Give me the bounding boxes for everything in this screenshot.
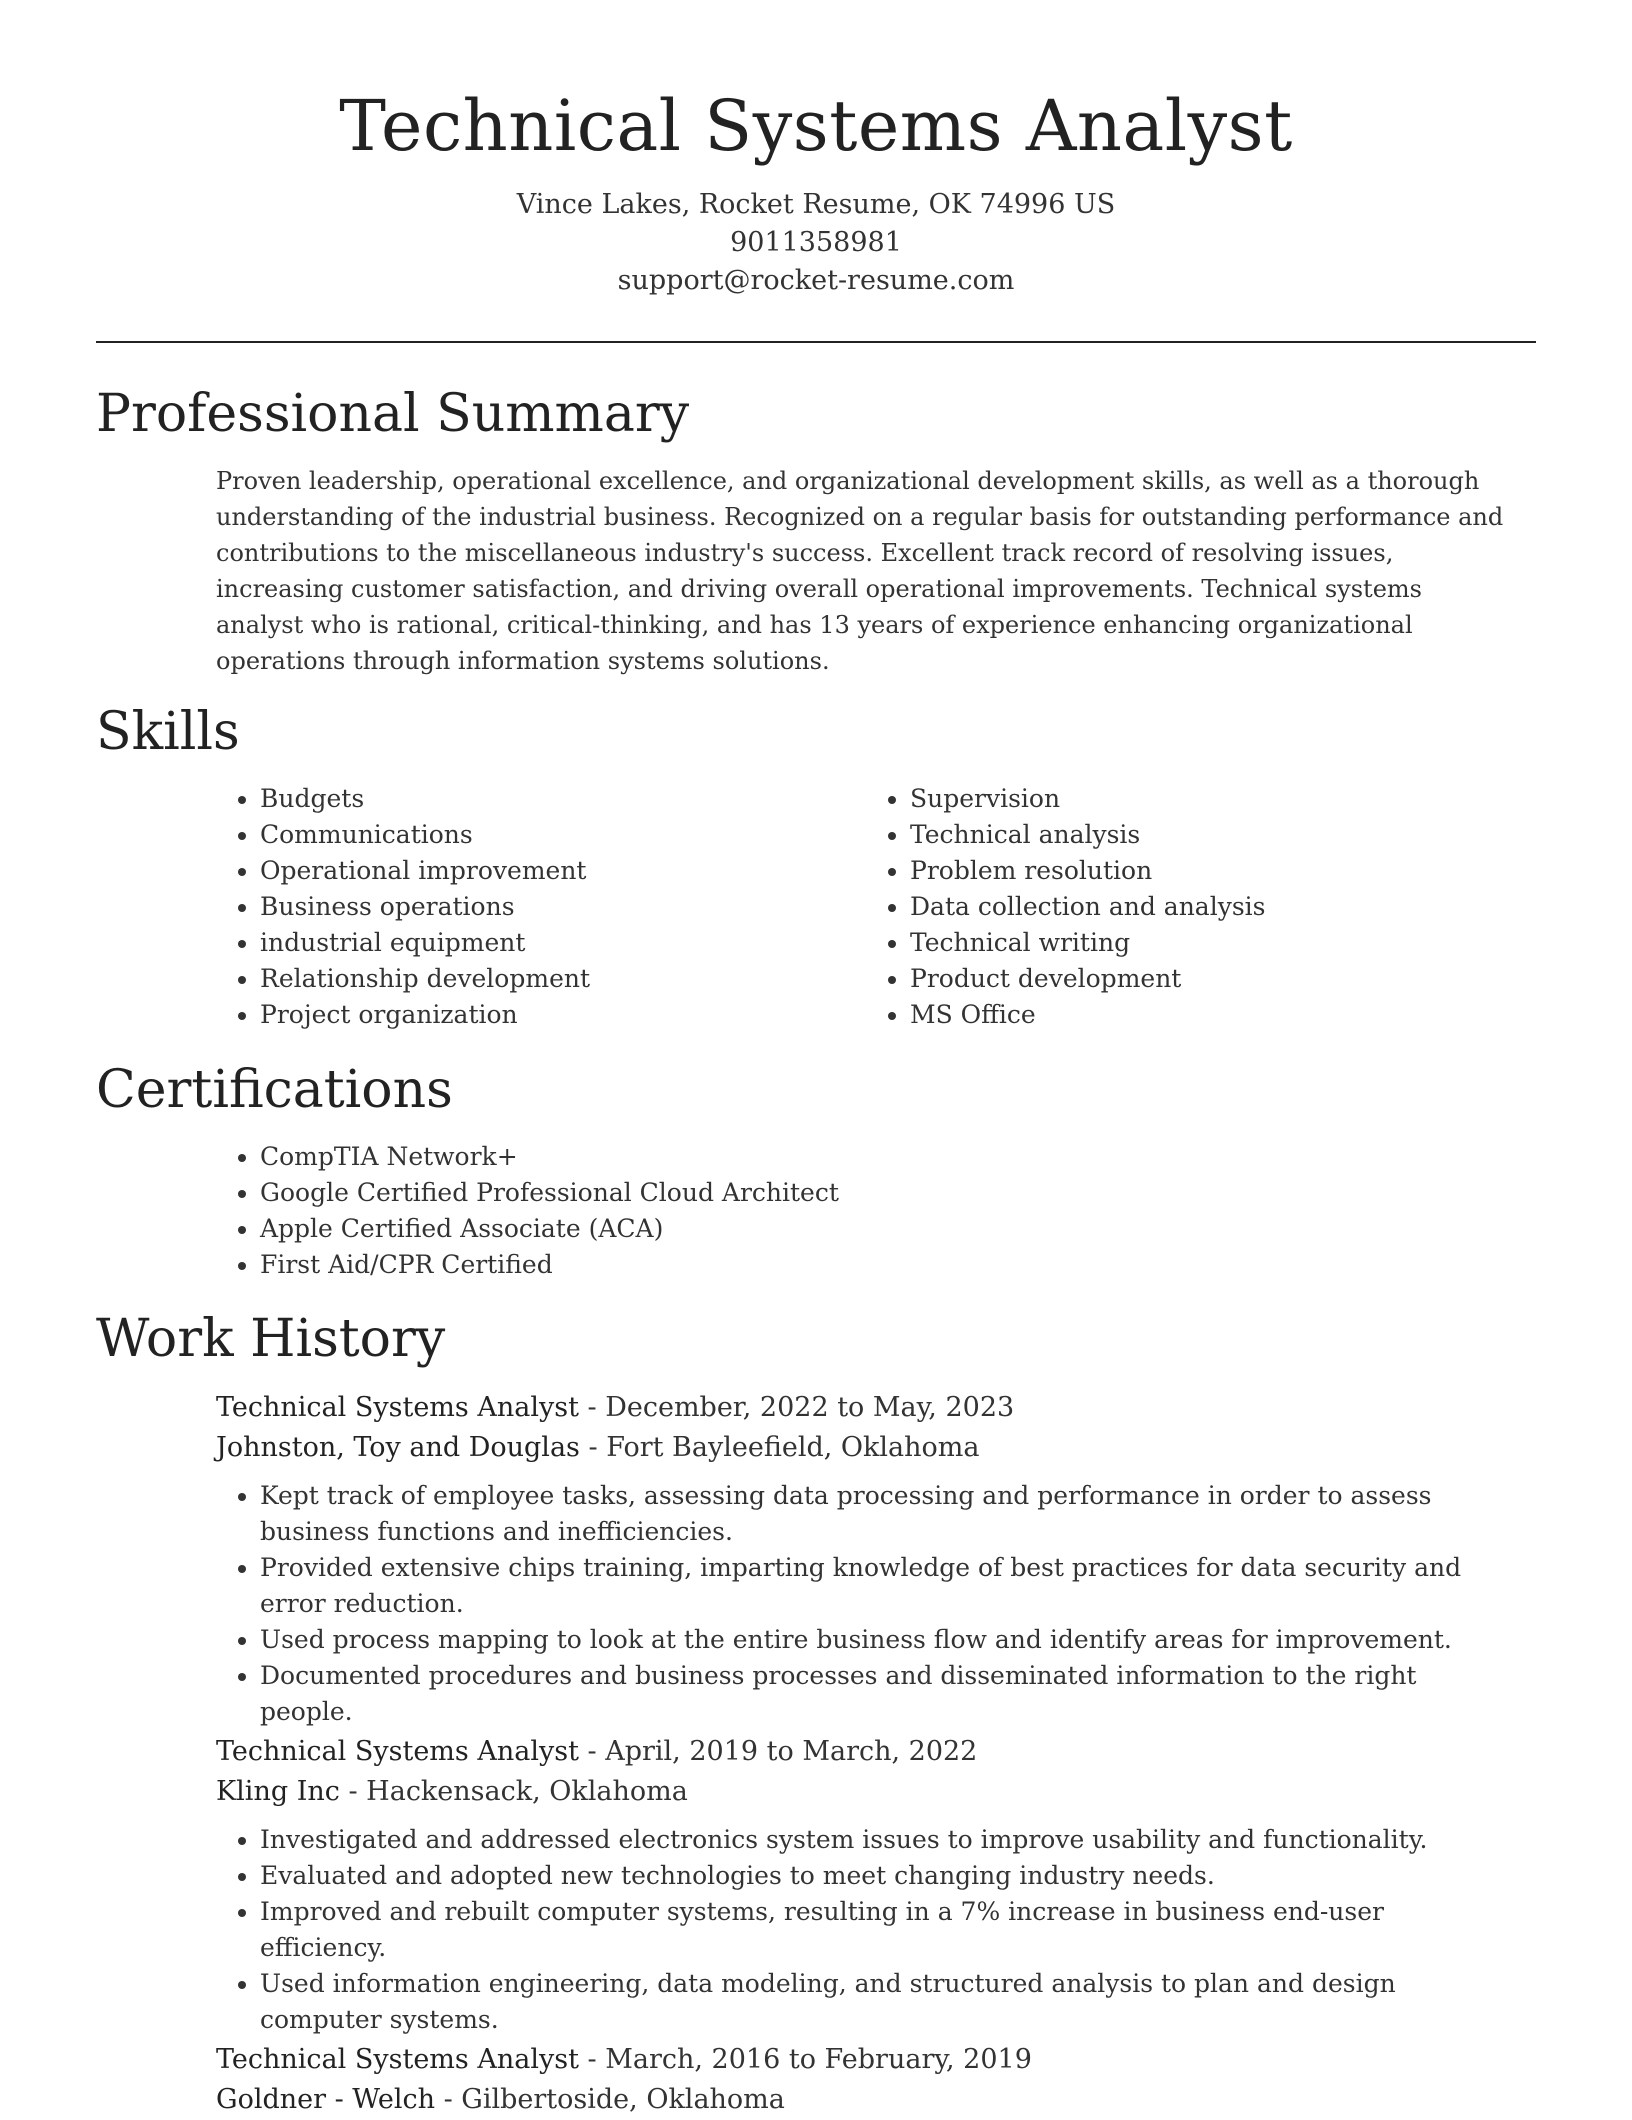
job-bullet: • Used information engineering, data modeling, and structured analysis to plan and design computer systems. (260, 1966, 1516, 2038)
skills-column-right (866, 781, 1516, 1033)
skill-item: • Communications (260, 817, 866, 853)
job-bullet: • Kept track of employee tasks, assessing data processing and performance in order to assess business functions and inefficiencies. (260, 1478, 1516, 1550)
skill-item: • Technical analysis (910, 817, 1516, 853)
certifications-list (216, 1139, 839, 1283)
skill-item: • Data collection and analysis (910, 889, 1516, 925)
job-company-line: Johnston, Toy and Douglas - Fort Bayleefield, Oklahoma (216, 1432, 980, 1463)
skill-item: • industrial equipment (260, 925, 866, 961)
header-divider (96, 341, 1536, 343)
job-entry (216, 1732, 1516, 2038)
job-company-line: Kling Inc - Hackensack, Oklahoma (216, 1776, 688, 1807)
job-location: Gilbertoside, Oklahoma (461, 2084, 785, 2115)
job-title-line: Technical Systems Analyst - April, 2019 to March, 2022 (216, 1736, 978, 1767)
skill-item: • Business operations (260, 889, 866, 925)
skills-column-left (216, 781, 866, 1033)
job-bullet: • Improved and rebuilt computer systems, resulting in a 7% increase in business end-user efficiency. (260, 1894, 1516, 1966)
job-company-line: Goldner - Welch - Gilbertoside, Oklahoma (216, 2084, 785, 2115)
address: Vince Lakes, Rocket Resume, OK 74996 US (516, 189, 1116, 220)
job-title: Technical Systems Analyst (216, 2044, 579, 2075)
job-dates: December, 2022 to May, 2023 (605, 1392, 1015, 1423)
phone: 9011358981 (730, 227, 902, 258)
job-bullets (216, 1822, 1516, 2038)
job-bullet: • Evaluated and adopted new technologies to meet changing industry needs. (260, 1858, 1516, 1894)
skills-heading: Skills (96, 702, 240, 762)
skill-item: • Budgets (260, 781, 866, 817)
job-bullet: • Provided extensive chips training, imparting knowledge of best practices for data security and error reduction. (260, 1550, 1516, 1622)
skill-item: • Project organization (260, 997, 866, 1033)
job-title: Technical Systems Analyst (216, 1736, 579, 1767)
certifications-heading: Certifications (96, 1060, 453, 1120)
job-title-line: Technical Systems Analyst - March, 2016 to February, 2019 (216, 2044, 1032, 2075)
job-company: Goldner - Welch (216, 2084, 435, 2115)
job-bullet: • Used process mapping to look at the entire business flow and identify areas for improvement. (260, 1622, 1516, 1658)
certification-item: • Google Certified Professional Cloud Architect (260, 1175, 839, 1211)
job-bullet: • Investigated and addressed electronics system issues to improve usability and functionality. (260, 1822, 1516, 1858)
job-location: Fort Bayleefield, Oklahoma (606, 1432, 980, 1463)
job-company: Johnston, Toy and Douglas (216, 1432, 580, 1463)
resume-header (0, 0, 1632, 300)
job-company: Kling Inc (216, 1776, 340, 1807)
email: support@rocket-resume.com (617, 265, 1015, 296)
summary-heading: Professional Summary (96, 384, 690, 444)
certification-item: • First Aid/CPR Certified (260, 1247, 839, 1283)
skill-item: • Technical writing (910, 925, 1516, 961)
skills-list (216, 781, 1536, 1033)
job-dates: March, 2016 to February, 2019 (605, 2044, 1032, 2075)
certification-item: • CompTIA Network+ (260, 1139, 839, 1175)
skill-item: • Relationship development (260, 961, 866, 997)
summary-text: Proven leadership, operational excellence, and organizational development skills, as well as a thorough understanding of the industrial business. Recognized on a regular basis for outstanding performance and contributions to the miscellaneous industry's success. Excellent track record of resolving issues, increasing customer satisfaction, and driving overall operational improvements. Technical systems analyst who is rational, critical-thinking, and has 13 years of experience enhancing organizational operations through information systems solutions. (216, 467, 1504, 675)
job-bullets (216, 1478, 1516, 1730)
skill-item: • MS Office (910, 997, 1516, 1033)
job-dates: April, 2019 to March, 2022 (605, 1736, 978, 1767)
job-entry (216, 1388, 1516, 1730)
certification-item: • Apple Certified Associate (ACA) (260, 1211, 839, 1247)
job-title: Technical Systems Analyst (216, 1392, 579, 1423)
job-entry (216, 2040, 1516, 2120)
job-location: Hackensack, Oklahoma (366, 1776, 688, 1807)
skill-item: • Supervision (910, 781, 1516, 817)
job-title-line: Technical Systems Analyst - December, 2022 to May, 2023 (216, 1392, 1015, 1423)
skill-item: • Operational improvement (260, 853, 866, 889)
skill-item: • Problem resolution (910, 853, 1516, 889)
candidate-name: Technical Systems Analyst (339, 85, 1293, 167)
job-bullet: • Documented procedures and business processes and disseminated information to the right people. (260, 1658, 1516, 1730)
work-history-heading: Work History (96, 1309, 446, 1369)
skill-item: • Product development (910, 961, 1516, 997)
